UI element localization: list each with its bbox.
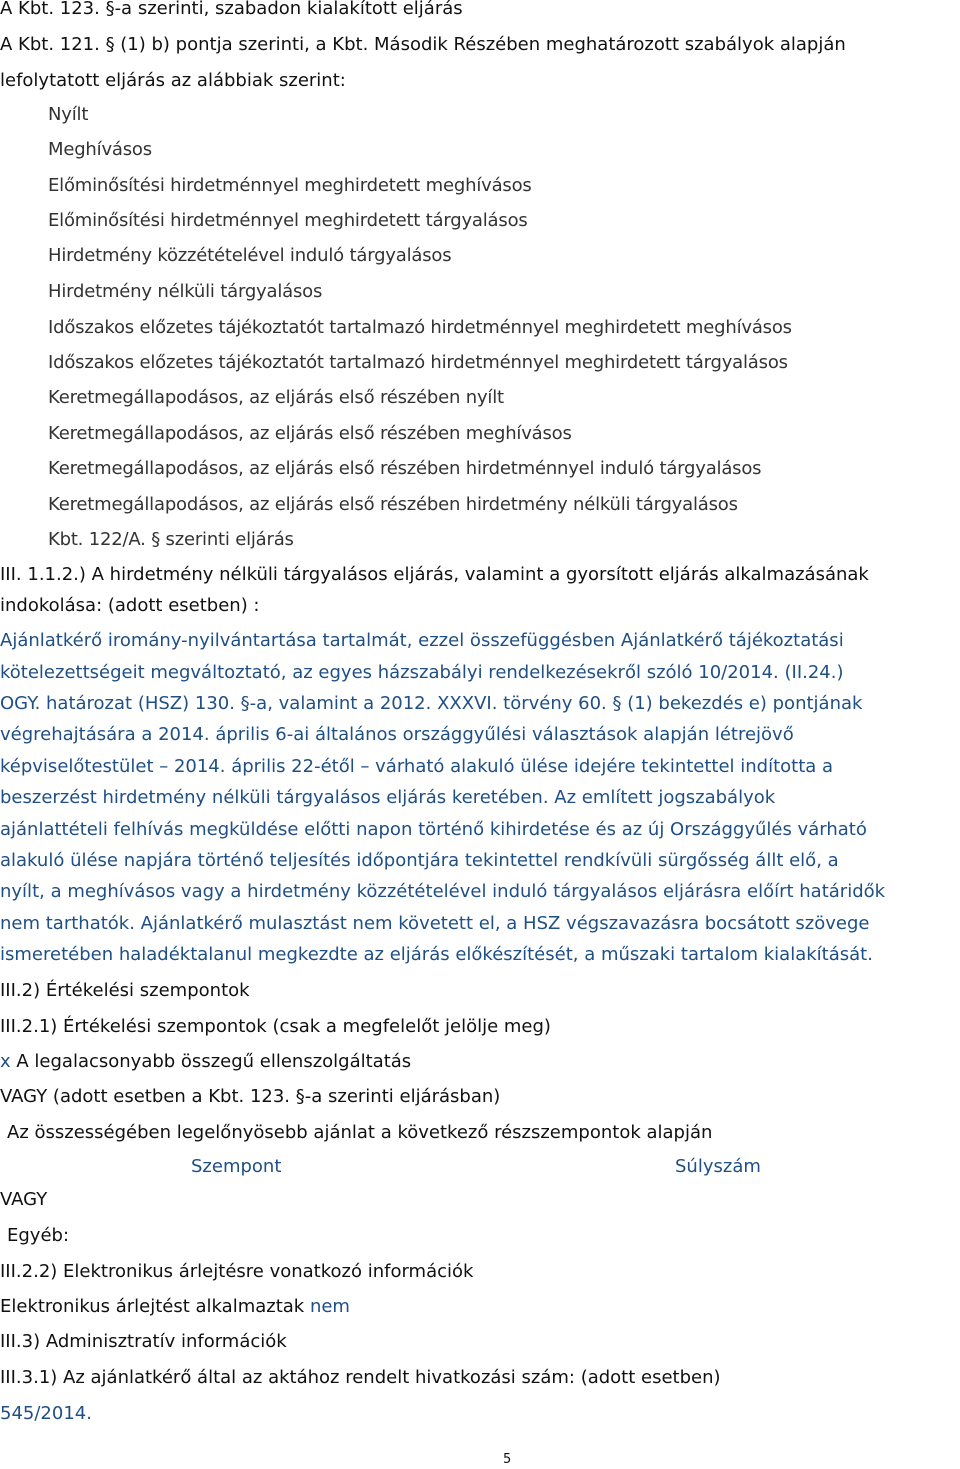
justification-line: Ajánlatkérő iromány-nyilvántartása tartalmát, ezzel összefüggésben Ajánlatkérő tájékoztatási xyxy=(0,630,844,651)
or-line: VAGY (adott esetben a Kbt. 123. §-a szerinti eljárásban) xyxy=(0,1086,501,1107)
other-option: Egyéb: xyxy=(7,1225,70,1246)
procedure-option: Előminősítési hirdetménnyel meghirdetett tárgyalásos xyxy=(48,210,528,231)
justification-line: képviselőtestület – 2014. április 22-étől – várható alakuló ülése idejére tekintettel indította a xyxy=(0,756,834,777)
heading-kbt-121: A Kbt. 121. § (1) b) pontja szerinti, a Kbt. Második Részében meghatározott szabályok alapján xyxy=(0,34,846,55)
heading-kbt-121-cont: lefolytatott eljárás az alábbiak szerint: xyxy=(0,70,346,91)
procedure-option: Előminősítési hirdetménnyel meghirdetett meghívásos xyxy=(48,175,532,196)
best-value-option: Az összességében legelőnyösebb ajánlat a következő részszempontok alapján xyxy=(7,1122,713,1143)
justification-line: nyílt, a meghívásos vagy a hirdetmény közzétételével induló tárgyalásos eljárásra előírt határidők xyxy=(0,881,886,902)
page-number: 5 xyxy=(503,1452,512,1467)
procedure-option: Időszakos előzetes tájékoztatót tartalmazó hirdetménnyel meghirdetett meghívásos xyxy=(48,317,792,338)
procedure-option: Meghívásos xyxy=(48,139,152,160)
justification-line: OGY. határozat (HSZ) 130. §-a, valamint a 2012. XXXVI. törvény 60. § (1) bekezdés e) pontjának xyxy=(0,693,863,714)
admin-section-title: III.3) Adminisztratív információk xyxy=(0,1331,287,1352)
evaluation-section-title: III.2) Értékelési szempontok xyxy=(0,980,250,1001)
reference-number: 545/2014. xyxy=(0,1403,92,1424)
criterion-column-header: Szempont xyxy=(191,1156,282,1177)
justification-line: alakuló ülése napjára történő teljesítés időpontjára tekintettel rendkívüli sürgősség állt elő, a xyxy=(0,850,839,871)
procedure-option: Keretmegállapodásos, az eljárás első részében hirdetménnyel induló tárgyalásos xyxy=(48,458,762,479)
procedure-option: Keretmegállapodásos, az eljárás első részében hirdetmény nélküli tárgyalásos xyxy=(48,494,738,515)
weight-column-header: Súlyszám xyxy=(675,1156,761,1177)
lowest-price-option xyxy=(0,1051,411,1073)
auction-used-label: Elektronikus árlejtést alkalmaztak xyxy=(0,1296,310,1317)
selected-mark: x xyxy=(0,1051,17,1072)
procedure-option: Keretmegállapodásos, az eljárás első részében nyílt xyxy=(48,387,504,408)
justification-line: kötelezettségeit megváltoztató, az egyes házszabályi rendelkezésekről szóló 10/2014. (II.24.) xyxy=(0,662,844,683)
justification-line: ajánlattételi felhívás megküldése előtti napon történő kihirdetése és az új Országgyűlés várható xyxy=(0,819,867,840)
justification-line: ismeretében haladéktalanul megkezdte az eljárás előkészítését, a műszaki tartalom kialakítását. xyxy=(0,944,873,965)
auction-used-value: nem xyxy=(309,1296,350,1317)
heading-kbt-123: A Kbt. 123. §-a szerinti, szabadon kialakított eljárás xyxy=(0,0,463,19)
justification-line: beszerzést hirdetmény nélküli tárgyalásos eljárás keretében. Az említett jogszabályok xyxy=(0,787,776,808)
procedure-option: Keretmegállapodásos, az eljárás első részében meghívásos xyxy=(48,423,572,444)
procedure-option: Hirdetmény közzétételével induló tárgyalásos xyxy=(48,245,452,266)
auction-used-row xyxy=(0,1296,350,1318)
procedure-option: Hirdetmény nélküli tárgyalásos xyxy=(48,281,323,302)
evaluation-subsection-title: III.2.1) Értékelési szempontok (csak a megfelelőt jelölje meg) xyxy=(0,1016,551,1037)
lowest-price-label: A legalacsonyabb összegű ellenszolgáltatás xyxy=(16,1051,412,1072)
justification-line: nem tarthatók. Ajánlatkérő mulasztást nem követett el, a HSZ végszavazásra bocsátott szövege xyxy=(0,913,870,934)
or-line-2: VAGY xyxy=(0,1189,48,1210)
admin-subsection-title: III.3.1) Az ajánlatkérő által az aktához rendelt hivatkozási szám: (adott esetben) xyxy=(0,1367,721,1388)
justification-heading-cont: indokolása: (adott esetben) : xyxy=(0,595,260,616)
auction-section-title: III.2.2) Elektronikus árlejtésre vonatkozó információk xyxy=(0,1261,474,1282)
justification-line: végrehajtására a 2014. április 6-ai általános országgyűlési választások alapján létrejövő xyxy=(0,724,794,745)
procedure-option: Nyílt xyxy=(48,104,89,125)
justification-heading: III. 1.1.2.) A hirdetmény nélküli tárgyalásos eljárás, valamint a gyorsított eljárás alkalmazásának xyxy=(0,564,869,585)
procedure-option: Kbt. 122/A. § szerinti eljárás xyxy=(48,529,294,550)
procedure-option: Időszakos előzetes tájékoztatót tartalmazó hirdetménnyel meghirdetett tárgyalásos xyxy=(48,352,788,373)
